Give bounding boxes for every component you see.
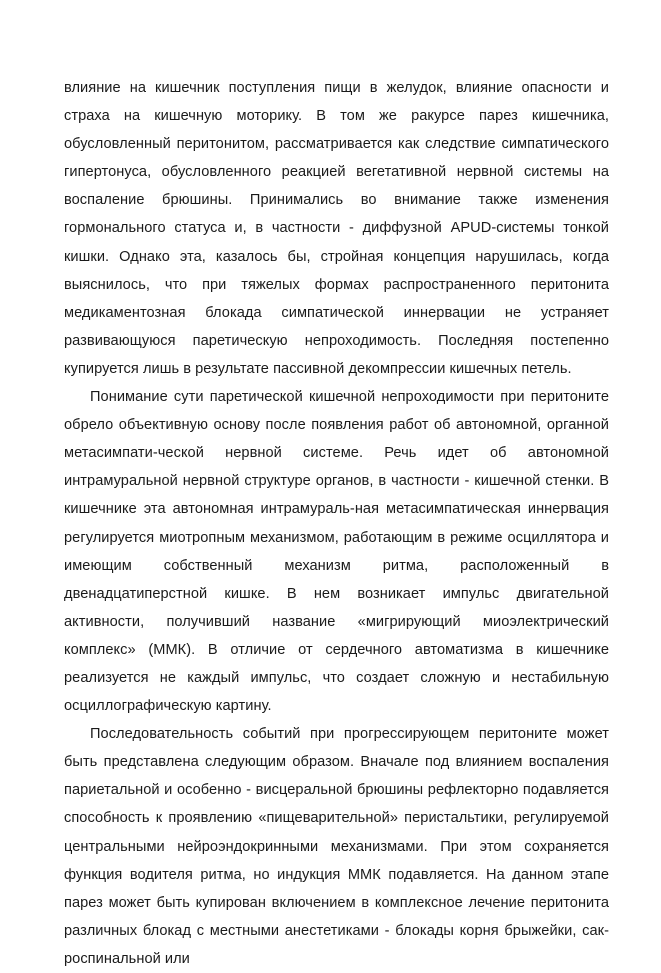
paragraph-1: влияние на кишечник поступления пищи в желудок, влияние опасности и страха на кишечную моторику. В том же ракурсе парез кишечника, обусловленный перитонитом, рассматривается как следствие симпатического гипертонуса, обусловленного реакцией вегетативной нервной системы на воспаление брюшины. Принимались во внимание также изменения гормонального статуса и, в частности - диффузной APUD-системы тонкой кишки. Однако эта, казалось бы, стройная концепция нарушилась, когда выяснилось, что при тяжелых формах распространенного перитонита медикаментозная блокада симпатической иннервации не устраняет развивающуюся паретическую непроходимость. Последняя постепенно купируется лишь в результате пассивной декомпрессии кишечных петель. (64, 80, 609, 377)
paragraph-3: Последовательность событий при прогрессирующем перитоните может быть представлена следующим образом. Вначале под влиянием воспаления париетальной и особенно - висцеральной брюшины рефлекторно подавляется способность к проявлению «пищеварительной» перистальтики, регулируемой центральными нейроэндокринными механизмами. При этом сохраняется функция водителя ритма, но индукция ММК подавляется. На данном этапе парез может быть купирован включением в комплексное лечение перитонита различных блокад с местными анестетиками - блокады корня брыжейки, сак-роспинальной или (64, 726, 609, 967)
paragraph-2: Понимание сути паретической кишечной непроходимости при перитоните обрело объективную основу после появления работ об автономной, органной метасимпати-ческой нервной системе. Речь идет об автономной интрамуральной нервной структуре органов, в частности - кишечной стенки. В кишечнике эта автономная интрамураль-ная метасимпатическая иннервация регулируется миотропным механизмом, работающим в режиме осциллятора и имеющим собственный механизм ритма, расположенный в двенадцатиперстной кишке. В нем возникает импульс двигательной активности, получивший название «мигрирующий миоэлектрический комплекс» (ММК). В отличие от сердечного автоматизма в кишечнике реализуется не каждый импульс, что создает сложную и нестабильную осциллографическую картину. (64, 389, 609, 715)
